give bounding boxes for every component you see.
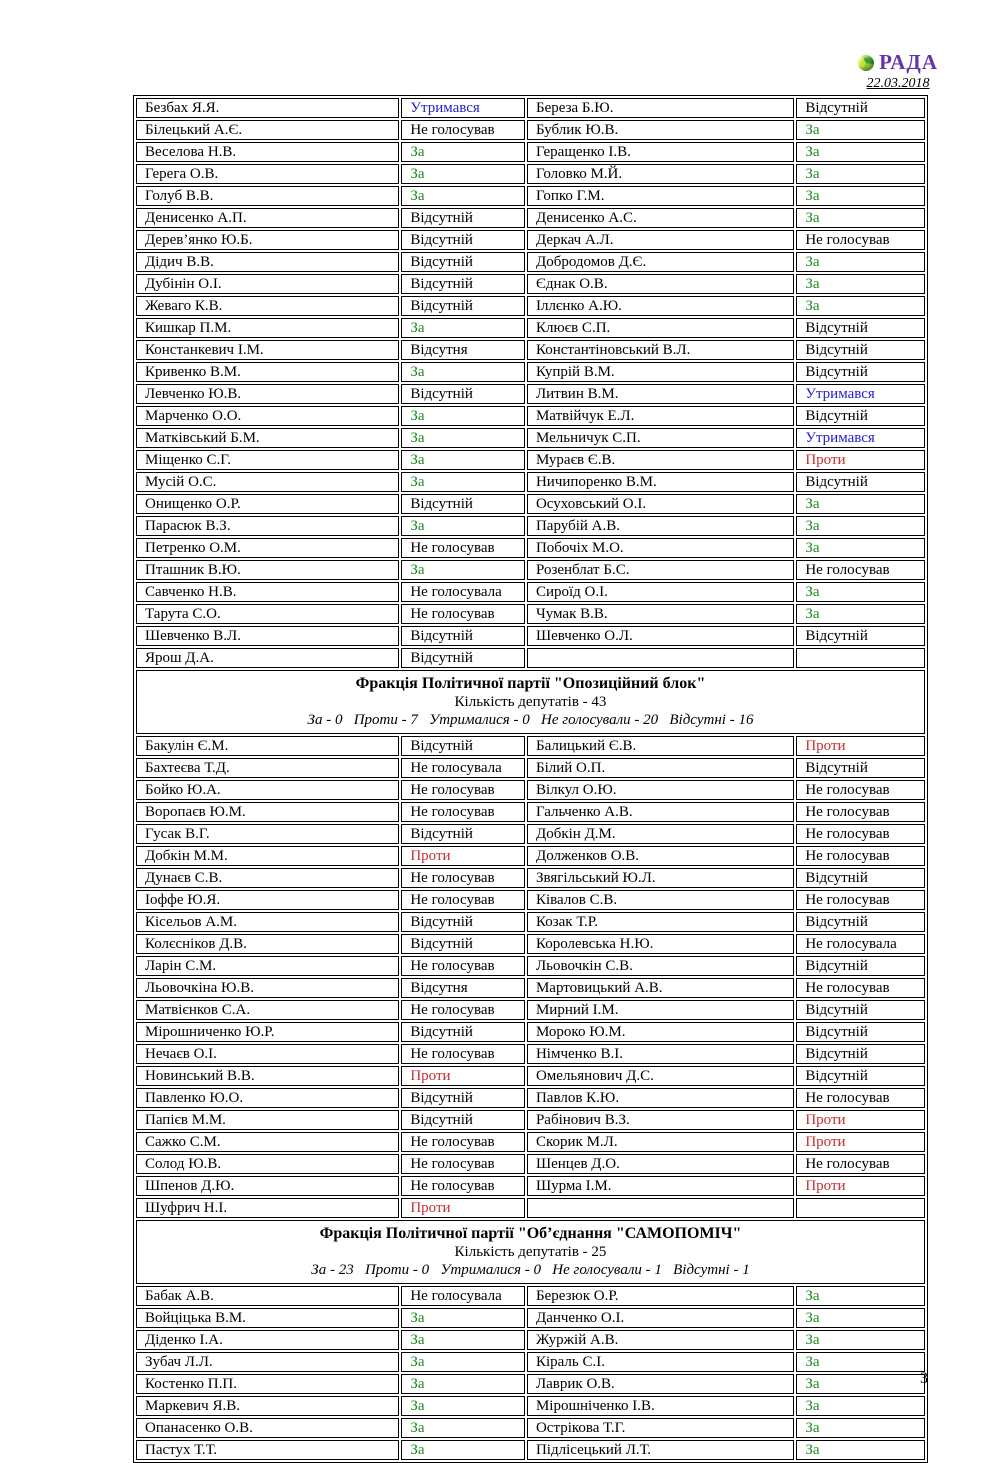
vote-cell: За [796,582,925,602]
table-row [136,252,925,272]
deputy-name-cell: Сажко С.М. [136,1132,399,1152]
vote-date: 22.03.2018 [866,76,930,91]
rada-logo-text: РАДА [879,50,938,74]
table-row [136,1440,925,1460]
faction-vote-summary: За - 0 Проти - 7 Утрималися - 0 Не голосували - 20 Відсутні - 16 [307,712,754,728]
vote-cell: За [796,1352,925,1372]
deputy-name-cell: Мирний І.М. [527,1000,794,1020]
deputy-name-cell: Марченко О.О. [136,406,399,426]
table-row [136,1066,925,1086]
vote-cell: Відсутній [796,472,925,492]
faction-deputy-count: Кількість депутатів - 43 [454,694,607,710]
deputy-name-cell: Геращенко І.В. [527,142,794,162]
deputy-name-cell: Колєсніков Д.В. [136,934,399,954]
vote-cell: Не голосував [796,1088,925,1108]
vote-cell: Відсутній [401,736,525,756]
vote-cell: Не голосував [796,802,925,822]
deputy-name-cell: Підлісецький Л.Т. [527,1440,794,1460]
table-row [136,956,925,976]
deputy-name-cell: Солод Ю.В. [136,1154,399,1174]
table-row [136,1088,925,1108]
deputy-name-cell: Веселова Н.В. [136,142,399,162]
deputy-name-cell: Павленко Ю.О. [136,1088,399,1108]
deputy-name-cell: Єднак О.В. [527,274,794,294]
table-row [136,428,925,448]
vote-cell [796,1198,925,1218]
table-row [136,538,925,558]
vote-cell: Не голосував [796,1154,925,1174]
deputy-name-cell: Балицький Є.В. [527,736,794,756]
vote-cell: Відсутній [401,296,525,316]
vote-cell: Відсутній [796,868,925,888]
vote-cell: Відсутній [796,406,925,426]
table-row [136,1352,925,1372]
deputy-name-cell: Купрій В.М. [527,362,794,382]
deputy-name-cell: Льовочкін С.В. [527,956,794,976]
vote-cell: За [401,472,525,492]
deputy-name-cell: Королевська Н.Ю. [527,934,794,954]
vote-cell: Відсутній [796,98,925,118]
deputy-name-cell: Савченко Н.В. [136,582,399,602]
deputy-name-cell: Вілкул О.Ю. [527,780,794,800]
deputy-name-cell: Німченко В.І. [527,1044,794,1064]
vote-cell: За [796,252,925,272]
vote-cell: За [796,538,925,558]
vote-cell: Не голосував [401,1000,525,1020]
vote-cell: За [796,142,925,162]
vote-cell: Відсутній [401,494,525,514]
deputy-name-cell: Діденко І.А. [136,1330,399,1350]
vote-cell: За [796,1308,925,1328]
vote-cell: За [401,1308,525,1328]
deputy-name-cell: Осуховський О.І. [527,494,794,514]
vote-cell: Не голосував [796,230,925,250]
table-row [136,494,925,514]
table-row [136,142,925,162]
deputy-name-cell: Деркач А.Л. [527,230,794,250]
deputy-name-cell: Константіновський В.Л. [527,340,794,360]
vote-cell: Не голосував [401,538,525,558]
table-row [136,1044,925,1064]
vote-cell: За [401,186,525,206]
table-row [136,780,925,800]
table-row [136,736,925,756]
table-row [136,296,925,316]
vote-cell: Проти [796,1176,925,1196]
deputy-name-cell: Бакулін Є.М. [136,736,399,756]
deputy-name-cell: Воропаєв Ю.М. [136,802,399,822]
vote-cell: За [796,604,925,624]
deputy-name-cell: Білецький А.Є. [136,120,399,140]
deputy-name-cell: Безбах Я.Я. [136,98,399,118]
vote-cell: За [796,494,925,514]
deputy-name-cell: Гальченко А.В. [527,802,794,822]
vote-cell: Відсутній [401,230,525,250]
deputy-name-cell: Шурма І.М. [527,1176,794,1196]
vote-cell: Відсутній [401,1088,525,1108]
vote-cell: За [796,274,925,294]
deputy-name-cell: Опанасенко О.В. [136,1418,399,1438]
vote-cell: Відсутній [796,912,925,932]
deputy-name-cell: Левченко Ю.В. [136,384,399,404]
deputy-name-cell: Шенцев Д.О. [527,1154,794,1174]
deputy-name-cell: Головко М.Й. [527,164,794,184]
deputy-name-cell: Добкін М.М. [136,846,399,866]
vote-cell: За [796,516,925,536]
table-row [136,120,925,140]
faction-title: Фракція Політичної партії "Об’єднання "САМОПОМІЧ" [319,1225,742,1242]
deputy-name-cell: Береза Б.Ю. [527,98,794,118]
table-row [136,362,925,382]
table-row [136,934,925,954]
vote-cell: Відсутній [401,1110,525,1130]
deputy-name-cell: Березюк О.Р. [527,1286,794,1306]
faction-header-cell [136,670,925,734]
vote-cell: Проти [401,1198,525,1218]
table-row [136,1286,925,1306]
table-row [136,1418,925,1438]
vote-cell: Не голосував [401,890,525,910]
table-row [136,1198,925,1218]
vote-cell: Не голосував [796,780,925,800]
vote-cell: За [401,164,525,184]
deputy-name-cell: Матківський Б.М. [136,428,399,448]
deputy-name-cell: Мусій О.С. [136,472,399,492]
deputy-name-cell: Журжій А.В. [527,1330,794,1350]
voting-results-table [133,95,928,1463]
table-row [136,802,925,822]
deputy-name-cell: Міщенко С.Г. [136,450,399,470]
vote-cell: Не голосував [796,978,925,998]
table-row [136,1396,925,1416]
table-row [136,230,925,250]
vote-cell: За [401,362,525,382]
vote-cell: Відсутній [401,912,525,932]
vote-cell: За [401,142,525,162]
deputy-name-cell: Звягільський Ю.Л. [527,868,794,888]
deputy-name-cell: Матвієнков С.А. [136,1000,399,1020]
vote-cell: Не голосував [401,604,525,624]
table-row [136,604,925,624]
deputy-name-cell: Матвійчук Е.Л. [527,406,794,426]
vote-cell: Відсутній [796,956,925,976]
vote-cell: Не голосував [401,1132,525,1152]
vote-cell: Відсутній [796,362,925,382]
vote-cell: Проти [796,736,925,756]
vote-cell: Відсутній [796,1066,925,1086]
deputy-name-cell: Шевченко О.Л. [527,626,794,646]
vote-cell: За [401,406,525,426]
section-header-row [136,670,925,734]
deputy-name-cell: Онищенко О.Р. [136,494,399,514]
deputy-name-cell: Мураєв Є.В. [527,450,794,470]
vote-cell: Проти [401,1066,525,1086]
table-row [136,1330,925,1350]
vote-cell: За [796,186,925,206]
vote-cell [796,648,925,668]
table-row [136,648,925,668]
table-row [136,450,925,470]
deputy-name-cell: Ківалов С.В. [527,890,794,910]
deputy-name-cell: Литвин В.М. [527,384,794,404]
section-header-row [136,1220,925,1284]
deputy-name-cell: Ничипоренко В.М. [527,472,794,492]
page-number: 3 [920,1370,928,1387]
deputy-name-cell: Бахтеєва Т.Д. [136,758,399,778]
vote-cell: За [401,1330,525,1350]
vote-cell: Проти [796,450,925,470]
deputy-name-cell: Кривенко В.М. [136,362,399,382]
table-row [136,274,925,294]
deputy-name-cell: Іллєнко А.Ю. [527,296,794,316]
vote-cell: За [796,1440,925,1460]
deputy-name-cell: Бойко Ю.А. [136,780,399,800]
vote-cell: Не голосувала [401,1286,525,1306]
vote-cell: Утримався [796,384,925,404]
table-row [136,824,925,844]
deputy-name-cell: Пташник В.Ю. [136,560,399,580]
deputy-name-cell: Скорик М.Л. [527,1132,794,1152]
table-row [136,758,925,778]
faction-header-cell [136,1220,925,1284]
table-row [136,406,925,426]
table-row [136,1132,925,1152]
deputy-name-cell [527,1198,794,1218]
vote-cell: Відсутній [796,318,925,338]
vote-cell: Не голосував [401,802,525,822]
deputy-name-cell: Денисенко А.С. [527,208,794,228]
deputy-name-cell: Дубінін О.І. [136,274,399,294]
vote-cell: Відсутній [401,384,525,404]
vote-cell: За [796,208,925,228]
table-row [136,846,925,866]
deputy-name-cell: Дерев’янко Ю.Б. [136,230,399,250]
vote-cell: Відсутній [401,208,525,228]
vote-cell: Не голосував [401,956,525,976]
table-row [136,318,925,338]
vote-cell: За [401,1418,525,1438]
table-row [136,340,925,360]
deputy-name-cell: Голуб В.В. [136,186,399,206]
vote-cell: Відсутній [401,648,525,668]
deputy-name-cell: Парубій А.В. [527,516,794,536]
vote-cell: Не голосував [401,1044,525,1064]
table-row [136,978,925,998]
vote-cell: За [401,1352,525,1372]
vote-cell: Не голосувала [401,758,525,778]
vote-cell: Не голосував [796,824,925,844]
deputy-name-cell: Дунаєв С.В. [136,868,399,888]
table-row [136,1154,925,1174]
vote-cell: Не голосував [401,780,525,800]
deputy-name-cell: Зубач Л.Л. [136,1352,399,1372]
deputy-name-cell: Павлов К.Ю. [527,1088,794,1108]
vote-cell: Відсутній [401,934,525,954]
vote-cell: За [796,1374,925,1394]
deputy-name-cell: Гопко Г.М. [527,186,794,206]
table-row [136,516,925,536]
vote-cell: За [401,1396,525,1416]
deputy-name-cell: Рабінович В.З. [527,1110,794,1130]
deputy-name-cell: Долженков О.В. [527,846,794,866]
deputy-name-cell: Розенблат Б.С. [527,560,794,580]
table-row [136,1374,925,1394]
deputy-name-cell: Чумак В.В. [527,604,794,624]
deputy-name-cell: Кишкар П.М. [136,318,399,338]
vote-cell: За [401,516,525,536]
deputy-name-cell: Гусак В.Г. [136,824,399,844]
vote-cell: Відсутній [796,340,925,360]
deputy-name-cell: Шуфрич Н.І. [136,1198,399,1218]
deputy-name-cell: Констанкевич І.М. [136,340,399,360]
vote-cell: За [796,1330,925,1350]
deputy-name-cell: Ярош Д.А. [136,648,399,668]
vote-cell: За [796,120,925,140]
vote-cell: За [401,1440,525,1460]
table-row [136,1022,925,1042]
deputy-name-cell: Льовочкіна Ю.В. [136,978,399,998]
vote-cell: Відсутній [401,252,525,272]
vote-cell: Відсутній [796,1022,925,1042]
vote-cell: Проти [796,1132,925,1152]
table-row [136,912,925,932]
deputy-name-cell: Мороко Ю.М. [527,1022,794,1042]
deputy-name-cell: Омельянович Д.С. [527,1066,794,1086]
table-row [136,1176,925,1196]
vote-cell: Відсутній [401,824,525,844]
deputy-name-cell: Войціцька В.М. [136,1308,399,1328]
table-row [136,1110,925,1130]
vote-cell: За [796,1286,925,1306]
vote-cell: За [796,1396,925,1416]
deputy-name-cell: Тарута С.О. [136,604,399,624]
deputy-name-cell: Бублик Ю.В. [527,120,794,140]
deputy-name-cell: Петренко О.М. [136,538,399,558]
vote-cell: Відсутній [796,1044,925,1064]
deputy-name-cell: Новинський В.В. [136,1066,399,1086]
deputy-name-cell: Острікова Т.Г. [527,1418,794,1438]
deputy-name-cell: Денисенко А.П. [136,208,399,228]
table-row [136,208,925,228]
table-row [136,868,925,888]
vote-cell: Відсутній [796,758,925,778]
vote-cell: За [401,428,525,448]
vote-cell: За [796,296,925,316]
vote-cell: Не голосував [796,890,925,910]
deputy-name-cell [527,648,794,668]
vote-cell: Відсутня [401,978,525,998]
vote-cell: За [401,450,525,470]
vote-cell: Не голосував [401,1176,525,1196]
faction-deputy-count: Кількість депутатів - 25 [454,1244,607,1260]
document-header [858,50,938,92]
deputy-name-cell: Кіраль С.І. [527,1352,794,1372]
deputy-name-cell: Папієв М.М. [136,1110,399,1130]
deputy-name-cell: Клюєв С.П. [527,318,794,338]
deputy-name-cell: Дідич В.В. [136,252,399,272]
deputy-name-cell: Білий О.П. [527,758,794,778]
table-row [136,164,925,184]
vote-cell: Проти [796,1110,925,1130]
table-row [136,1308,925,1328]
table-row [136,560,925,580]
vote-cell: Утримався [796,428,925,448]
vote-cell: Не голосував [401,868,525,888]
deputy-name-cell: Герега О.В. [136,164,399,184]
deputy-name-cell: Костенко П.П. [136,1374,399,1394]
deputy-name-cell: Добродомов Д.Є. [527,252,794,272]
table-row [136,890,925,910]
deputy-name-cell: Лаврик О.В. [527,1374,794,1394]
vote-cell: Відсутній [796,1000,925,1020]
deputy-name-cell: Нечаєв О.І. [136,1044,399,1064]
rada-logo-icon [858,55,874,71]
faction-vote-summary: За - 23 Проти - 0 Утрималися - 0 Не голосували - 1 Відсутні - 1 [311,1262,750,1278]
deputy-name-cell: Мірошніченко І.В. [527,1396,794,1416]
vote-cell: Відсутня [401,340,525,360]
vote-cell: Проти [401,846,525,866]
deputy-name-cell: Шевченко В.Л. [136,626,399,646]
deputy-name-cell: Побочіх М.О. [527,538,794,558]
rada-logo [858,50,938,75]
vote-cell: Не голосувала [796,934,925,954]
deputy-name-cell: Кісельов А.М. [136,912,399,932]
table-row [136,384,925,404]
deputy-name-cell: Шпенов Д.Ю. [136,1176,399,1196]
deputy-name-cell: Сироїд О.І. [527,582,794,602]
vote-cell: Відсутній [401,626,525,646]
deputy-name-cell: Мірошниченко Ю.Р. [136,1022,399,1042]
vote-cell: За [796,1418,925,1438]
vote-cell: Не голосував [796,846,925,866]
vote-cell: Відсутній [796,626,925,646]
deputy-name-cell: Добкін Д.М. [527,824,794,844]
table-row [136,98,925,118]
deputy-name-cell: Ларін С.М. [136,956,399,976]
table-row [136,626,925,646]
deputy-name-cell: Пастух Т.Т. [136,1440,399,1460]
vote-cell: Відсутній [401,1022,525,1042]
vote-cell: За [401,1374,525,1394]
table-row [136,1000,925,1020]
deputy-name-cell: Мельничук С.П. [527,428,794,448]
faction-title: Фракція Політичної партії "Опозиційний блок" [355,675,706,692]
table-row [136,472,925,492]
vote-cell: Не голосував [796,560,925,580]
vote-cell: За [401,560,525,580]
deputy-name-cell: Бабак А.В. [136,1286,399,1306]
table-row [136,582,925,602]
table-row [136,186,925,206]
vote-cell: Не голосував [401,1154,525,1174]
deputy-name-cell: Мартовицький А.В. [527,978,794,998]
vote-cell: За [796,164,925,184]
deputy-name-cell: Козак Т.Р. [527,912,794,932]
vote-cell: Не голосувала [401,582,525,602]
deputy-name-cell: Данченко О.І. [527,1308,794,1328]
vote-cell: За [401,318,525,338]
deputy-name-cell: Маркевич Я.В. [136,1396,399,1416]
vote-cell: Утримався [401,98,525,118]
deputy-name-cell: Парасюк В.З. [136,516,399,536]
deputy-name-cell: Іоффе Ю.Я. [136,890,399,910]
vote-cell: Не голосував [401,120,525,140]
vote-cell: Відсутній [401,274,525,294]
deputy-name-cell: Жеваго К.В. [136,296,399,316]
